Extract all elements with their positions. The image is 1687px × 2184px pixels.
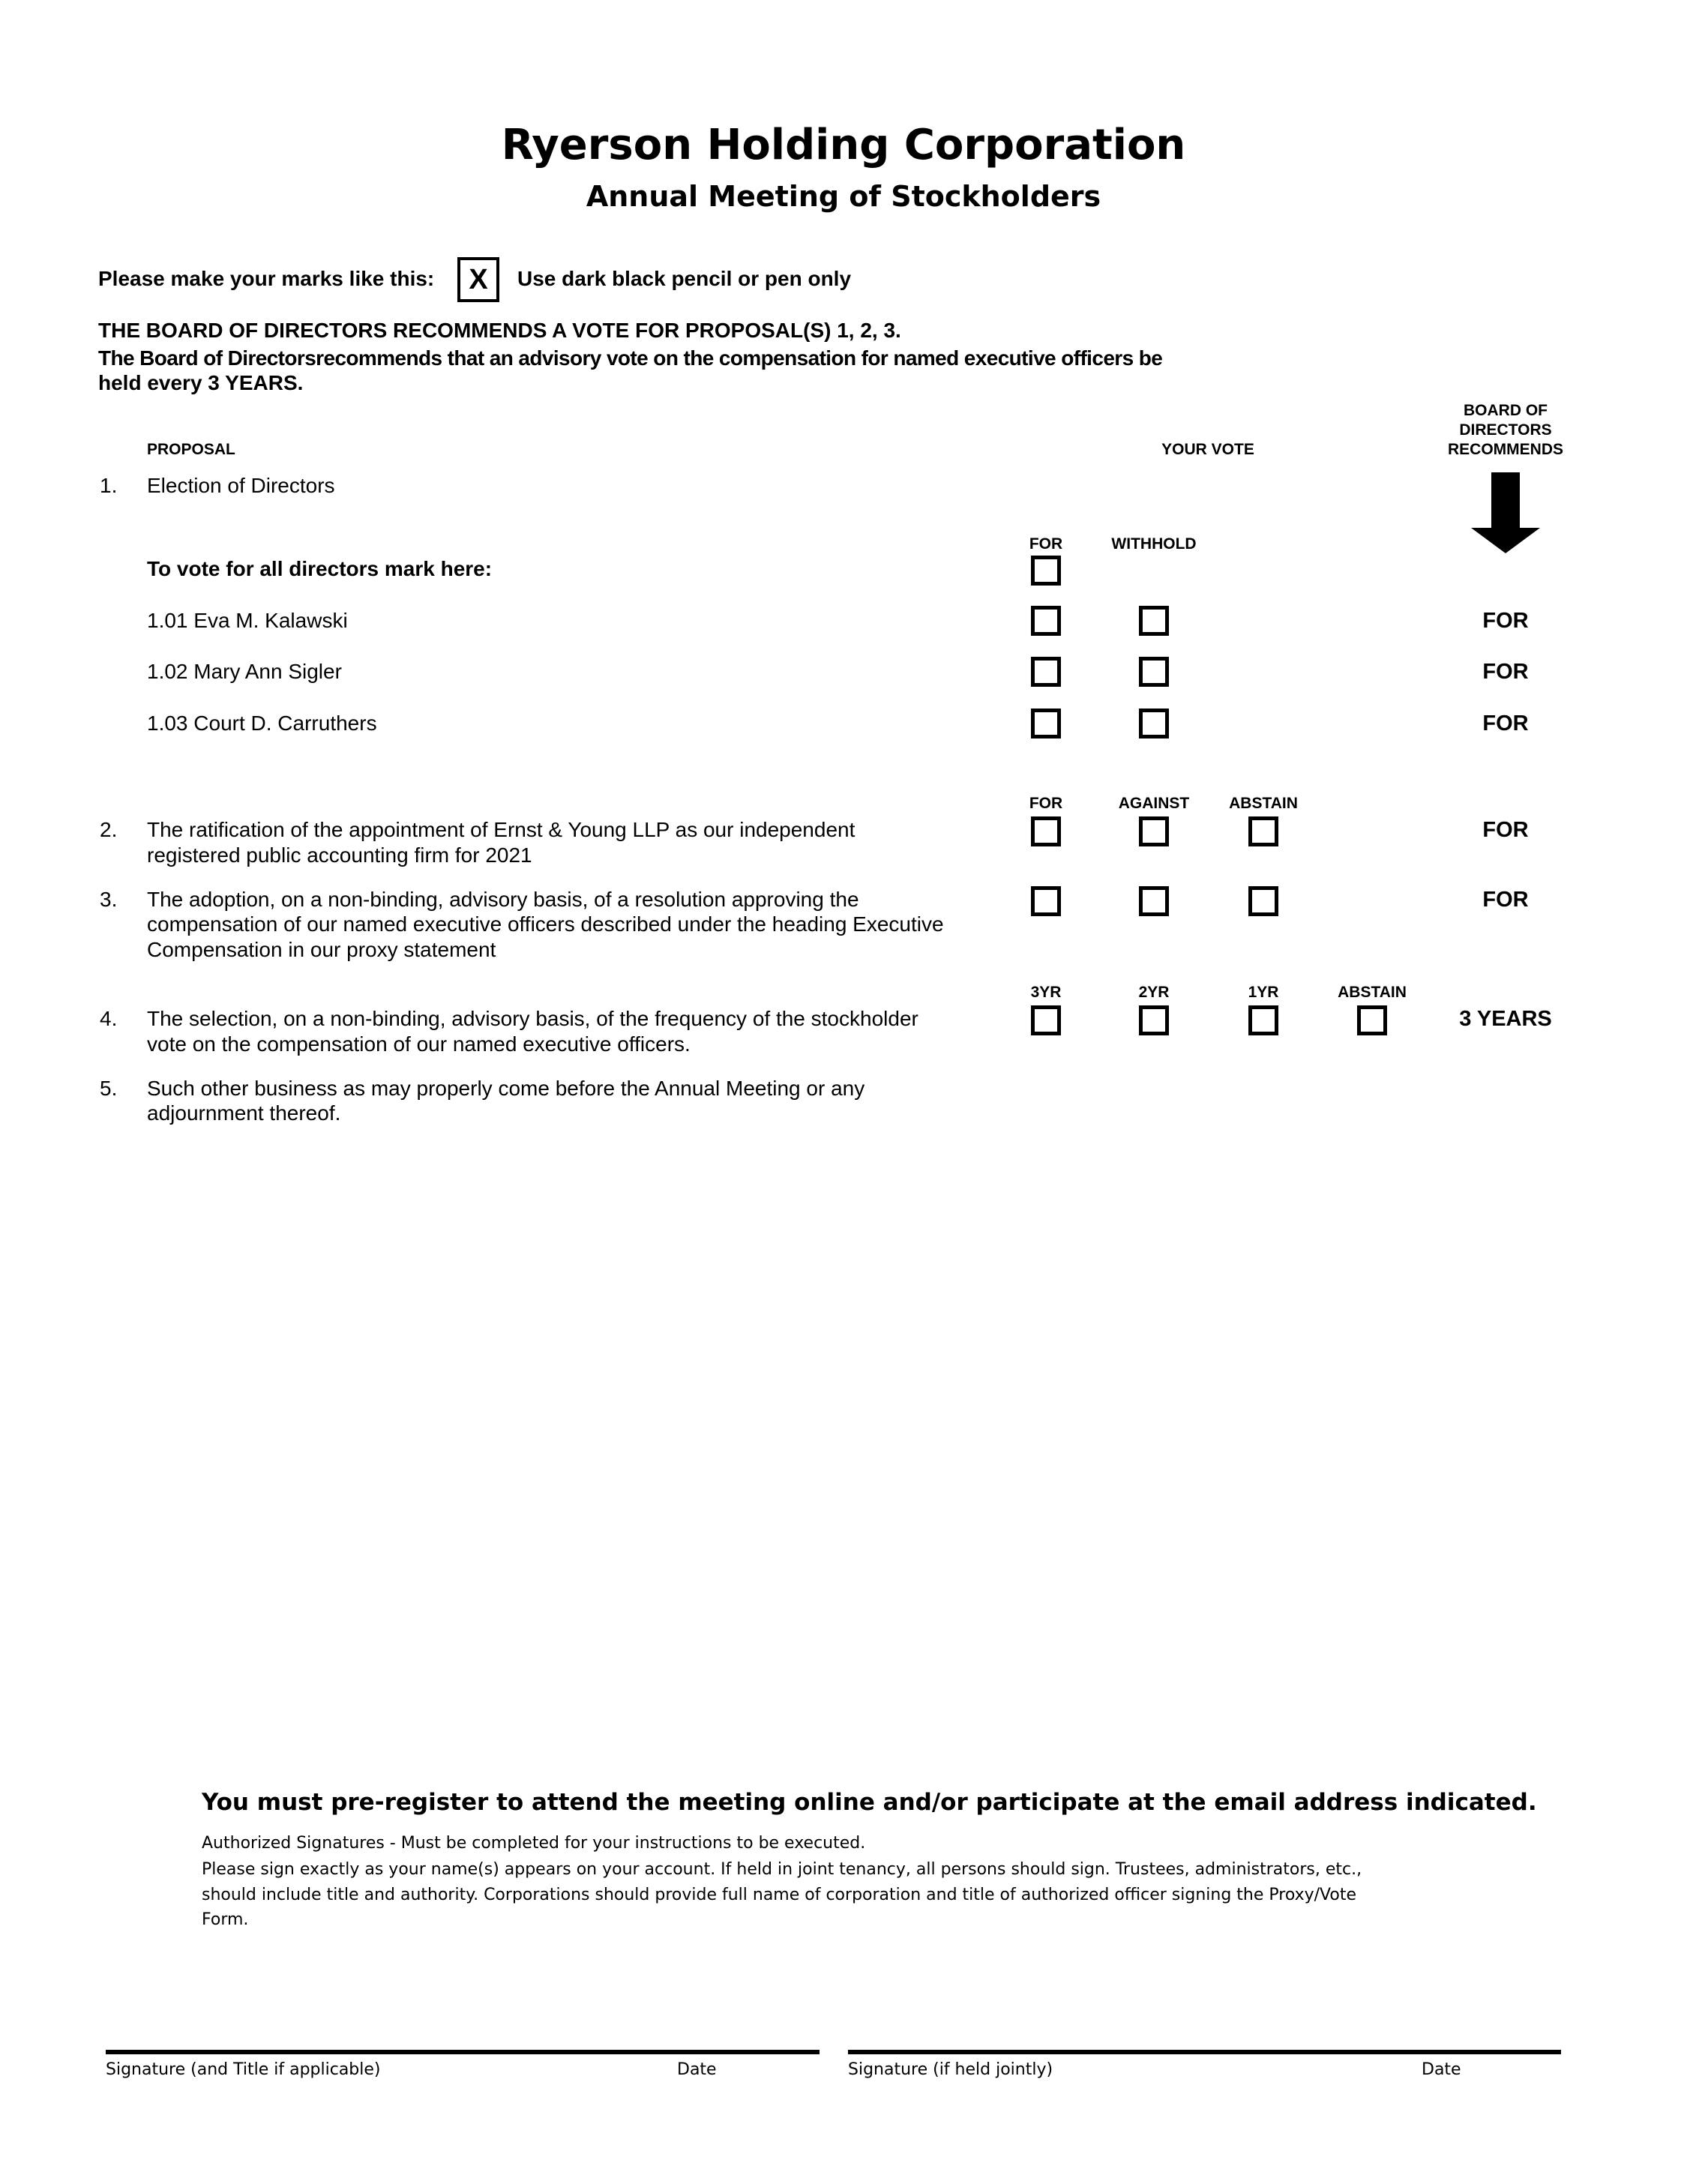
col-against-label: AGAINST [1118,795,1190,812]
board-recommendation: FOR [1482,712,1529,735]
vote-all-directors-for-checkbox[interactable] [1031,556,1061,586]
nominee-2-for-checkbox[interactable] [1031,657,1061,687]
nominee-name: 1.02 Mary Ann Sigler [147,660,342,683]
board-recommends-line: BOARD OF [1464,402,1548,419]
proposal-4-3yr-checkbox[interactable] [1031,1005,1061,1035]
proposal-number: 2. [100,818,118,841]
proposal-title: Election of Directors [147,474,335,497]
signature-instructions: Authorized Signatures - Must be completed for your instructions to be executed. [202,1834,866,1853]
proposal-2-for-checkbox[interactable] [1031,816,1061,846]
board-recommendation-heading: THE BOARD OF DIRECTORS RECOMMENDS A VOTE FOR PROPOSAL(S) 1, 2, 3. [98,319,901,342]
board-recommends-line: DIRECTORS [1459,421,1552,439]
proposal-text: The selection, on a non-binding, advisory basis, of the frequency of the stockholder [147,1007,918,1030]
proposal-text: The ratification of the appointment of Ernst & Young LLP as our independent [147,818,855,841]
signature-instructions: should include title and authority. Corporations should provide full name of corporation and title of authorized officer signing the Proxy/Vote [202,1886,1357,1904]
col-abstain-label: ABSTAIN [1229,795,1298,812]
proposal-number: 4. [100,1007,118,1030]
col-withhold-label: WITHHOLD [1111,535,1197,553]
board-recommendation: FOR [1482,660,1529,684]
proposal-2-against-checkbox[interactable] [1139,816,1169,846]
proposal-number: 5. [100,1077,118,1100]
signature-line[interactable] [106,2050,820,2054]
board-recommendation: 3 YEARS [1459,1007,1552,1031]
proposal-text: adjournment thereof. [147,1101,341,1125]
pencil-instruction: Use dark black pencil or pen only [517,267,852,290]
proposal-3-for-checkbox[interactable] [1031,886,1061,916]
nominee-name: 1.03 Court D. Carruthers [147,712,377,735]
proposal-number: 3. [100,888,118,911]
proposal-text: compensation of our named executive officers described under the heading Executive [147,912,944,936]
proposal-text: vote on the compensation of our named executive officers. [147,1032,691,1056]
col-2yr-label: 2YR [1138,984,1170,1001]
board-recommends-line: RECOMMENDS [1447,441,1563,458]
proposal-text: registered public accounting firm for 2021 [147,843,532,867]
arrow-down-icon [1470,472,1542,555]
board-recommendation: FOR [1482,818,1529,842]
joint-signature-label: Signature (if held jointly) [848,2060,1053,2079]
preregister-notice: You must pre-register to attend the meeting online and/or participate at the email address indicated. [202,1789,1537,1816]
proposal-2-abstain-checkbox[interactable] [1248,816,1278,846]
marks-instruction: Please make your marks like this: [98,267,435,290]
board-recommendation: FOR [1482,888,1529,912]
board-recommendation: FOR [1482,609,1529,633]
nominee-name: 1.01 Eva M. Kalawski [147,609,348,632]
nominee-1-for-checkbox[interactable] [1031,606,1061,636]
proposal-header: PROPOSAL [147,441,235,458]
nominee-1-withhold-checkbox[interactable] [1139,606,1169,636]
date-label: Date [677,2060,717,2079]
joint-signature-line[interactable] [848,2050,1561,2054]
nominee-3-for-checkbox[interactable] [1031,709,1061,738]
col-1yr-label: 1YR [1248,984,1279,1001]
board-recommends-header [1408,401,1603,460]
proposal-3-abstain-checkbox[interactable] [1248,886,1278,916]
signature-label: Signature (and Title if applicable) [106,2060,381,2079]
proposal-text: Such other business as may properly come before the Annual Meeting or any [147,1077,865,1100]
col-for-label: FOR [1029,535,1063,553]
board-frequency-line: held every 3 YEARS. [98,371,304,394]
nominee-3-withhold-checkbox[interactable] [1139,709,1169,738]
document-title: Ryerson Holding Corporation [501,121,1186,169]
document-subtitle: Annual Meeting of Stockholders [586,180,1101,213]
signature-instructions: Form. [202,1910,249,1929]
nominee-2-withhold-checkbox[interactable] [1139,657,1169,687]
col-abstain-label: ABSTAIN [1338,984,1407,1001]
proposal-text: The adoption, on a non-binding, advisory basis, of a resolution approving the [147,888,859,911]
mark-example-box: X [457,257,499,302]
proposal-4-2yr-checkbox[interactable] [1139,1005,1169,1035]
all-directors-label: To vote for all directors mark here: [147,557,493,580]
proposal-text: Compensation in our proxy statement [147,938,496,961]
col-for-label: FOR [1029,795,1063,812]
board-frequency-line: The Board of Directorsrecommends that an advisory vote on the compensation for named executive officers be [98,346,1163,370]
your-vote-header: YOUR VOTE [1161,441,1254,458]
proposal-3-against-checkbox[interactable] [1139,886,1169,916]
date-label: Date [1422,2060,1461,2079]
proposal-number: 1. [100,474,118,497]
signature-instructions: Please sign exactly as your name(s) appears on your account. If held in joint tenancy, all persons should sign. Trustees, administrators, etc., [202,1860,1362,1879]
proposal-4-abstain-checkbox[interactable] [1357,1005,1387,1035]
col-3yr-label: 3YR [1030,984,1062,1001]
proposal-4-1yr-checkbox[interactable] [1248,1005,1278,1035]
